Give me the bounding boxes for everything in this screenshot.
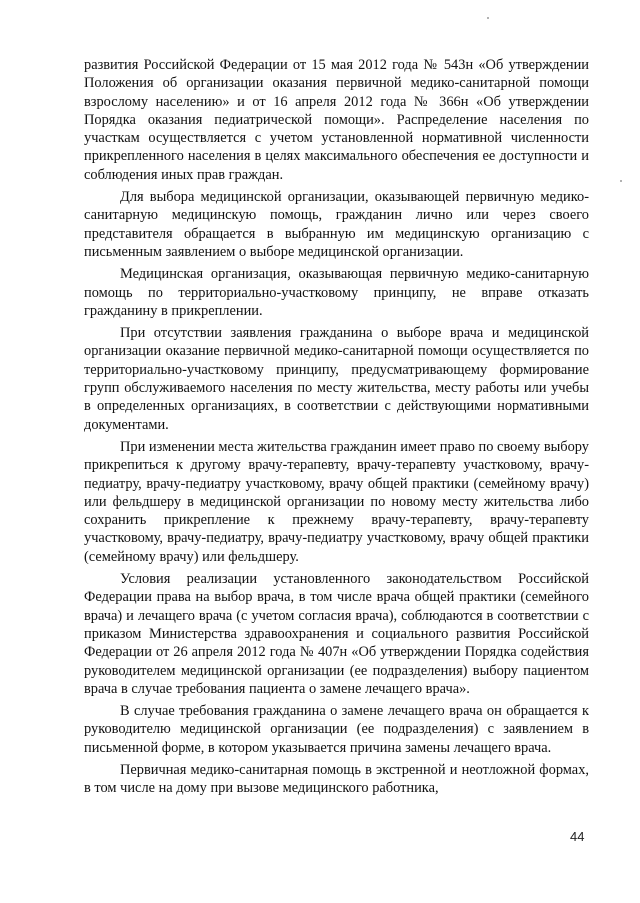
paragraph-doctor-replacement: В случае требования гражданина о замене лечащего врача он обращается к руководителю медицинской организации (ее подразделения) с заявлением в письменной форме, в котором указывается причина замены лечащего врача. — [84, 703, 589, 756]
document-body — [84, 56, 589, 802]
paragraph-no-application: При отсутствии заявления гражданина о выборе врача и медицинской организации оказание первичной медико-санитарной помощи осуществляется по территориально-участковому принципу, предусматривающему формирование групп обслуживаемого населения по месту жительства, месту работы или учебы в определенных организациях, в соответствии с действующими нормативными документами. — [84, 325, 589, 433]
paragraph-choice-conditions: Условия реализации установленного законодательством Российской Федерации права на выбор врача, в том числе врача общей практики (семейного врача) и лечащего врача (с учетом согласия врача), соблюдаются в соответствии с приказом Министерства здравоохранения и социального развития Российской Федерации от 26 апреля 2012 года № 407н «Об утверждении Порядка содействия руководителем медицинской организации (ее подразделения) выбору пациентом врача в случае требования пациента о замене лечащего врача». — [84, 571, 589, 697]
paragraph-emergency-care: Первичная медико-санитарная помощь в экстренной и неотложной формах, в том числе на дому при вызове медицинского работника, — [84, 761, 589, 797]
paragraph-no-refusal: Медицинская организация, оказывающая первичную медико-санитарную помощь по территориально-участковому принципу, не вправе отказать гражданину в прикреплении. — [84, 266, 589, 319]
scan-speck — [487, 17, 489, 19]
scan-speck — [620, 180, 622, 182]
paragraph-clinic-choice: Для выбора медицинской организации, оказывающей первичную медико-санитарную медицинскую помощь, гражданин лично или через своего представителя обращается в выбранную им медицинскую организацию с письменным заявлением о выборе медицинской организации. — [84, 189, 589, 260]
page-number: 44 — [570, 829, 585, 844]
paragraph-change-residence: При изменении места жительства гражданин имеет право по своему выбору прикрепиться к другому врачу-терапевту, врачу-терапевту участковому, врачу-педиатру, врачу-педиатру участковому, врачу общей практики (семейному врачу) или фельдшеру в медицинской организации по новому месту жительства либо сохранить прикрепление к прежнему врачу-терапевту, врачу-терапевту участковому, врачу-педиатру, врачу-педиатру участковому, врачу общей практики (семейному врачу) или фельдшеру. — [84, 438, 589, 565]
paragraph-continuation: развития Российской Федерации от 15 мая 2012 года № 543н «Об утверждении Положения об организации оказания первичной медико-санитарной помощи взрослому населению» и от 16 апреля 2012 года № 366н «Об утверждении Порядка оказания педиатрической помощи». Распределение населения по участкам осуществляется с учетом установленной нормативной численности прикрепленного населения в целях максимального обеспечения ее доступности и соблюдения иных прав граждан. — [84, 57, 589, 183]
